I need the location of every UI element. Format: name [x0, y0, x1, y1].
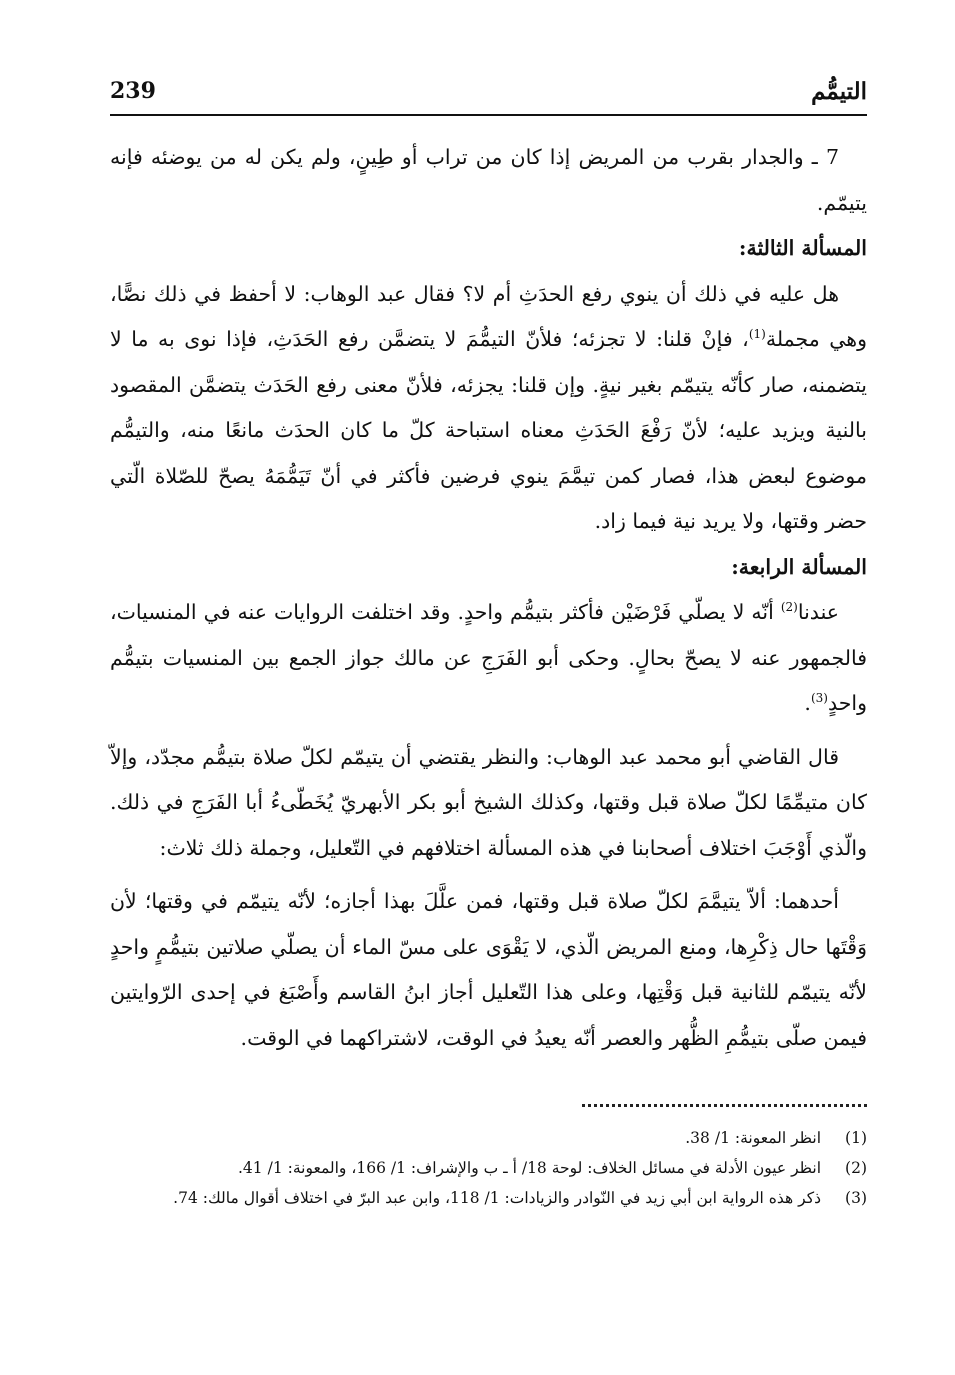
footnote-text: انظر عيون الأدلة في مسائل الخلاف: لوحة 18/ أ ـ ب والإشراف: 1/ 166، والمعونة: 1/ 41.: [237, 1159, 821, 1177]
header-rule: [110, 114, 867, 116]
paragraph-fourth-issue: [110, 590, 867, 727]
running-title: التيمُّم: [811, 78, 867, 105]
paragraph-text: هل عليه في ذلك أن ينوي رفع الحدَثِ أم لا؟ فقال عبد الوهاب: لا أحفظ في ذلك نصًّا، وهي مجملة: [110, 281, 868, 351]
footnote-item: [110, 1155, 867, 1181]
paragraph-text: أنّه لا يصلّي فَرْضَيْن فأكثر بتيمُّم واحدٍ. وقد اختلفت الروايات عنه في المنسيات، فالجمهور عنه لا يصحّ بحالٍ. وحكى أبو الفَرَجِ عن مالك جواز الجمع بين المنسيات بتيمُّم واحدٍ: [110, 600, 867, 715]
footnote-ref-1[interactable]: (1): [748, 327, 766, 342]
paragraph-item-7: 7 ـ والجدار بقرب من المريض إذا كان من تراب أو طِينٍ، ولم يكن له من يوضئه فإنه يتيمّم.: [110, 145, 867, 215]
main-text: [110, 135, 867, 1061]
heading-third-issue: المسألة الثالثة:: [738, 236, 867, 260]
footnote-ref-3[interactable]: (3): [810, 691, 828, 706]
paragraph-gap: [110, 871, 867, 879]
footnote-number: (1): [845, 1129, 867, 1147]
footnote-ref-2[interactable]: (2): [780, 600, 798, 615]
heading-fourth-issue: المسألة الرابعة:: [731, 554, 867, 579]
footnote-number: (3): [845, 1189, 867, 1207]
footnote-item: [110, 1185, 867, 1211]
paragraph-third-issue: [110, 272, 867, 545]
footnote-text: انظر المعونة: 1/ 38.: [685, 1129, 821, 1147]
footnote-item: [110, 1125, 867, 1151]
paragraph-first-reason: أحدهما: ألاّ يتيمَّمَ لكلّ صلاة قبل وقتها، فمن علَّلَ بهذا أجازه؛ لأنّه يتيمّم في وقتها؛ لأن وَقْتَها حال ذِكْرِها، ومنع المريض الّذي، لا يَقْوَى على مسّ الماء أن يصلّي صلاتين بتيمُّمٍ واحدٍ لأنّه يتيمّم للثانية قبل وَقْتِها، وعلى هذا التّعليل أجاز ابنُ القاسم وأَصْبَغ في إحدى الرّوايتين فيمن صلّى بتيمُّمِ الظُّهر والعصر أنّه يعيدُ في الوقت، لاشتراكهما في الوقت.: [110, 889, 867, 1050]
footnotes: [110, 1125, 867, 1215]
paragraph-gap: [110, 727, 867, 735]
page-header: [110, 78, 867, 118]
paragraph-text: .: [804, 691, 811, 715]
page-number: 239: [110, 78, 156, 104]
footnote-number: (2): [845, 1159, 867, 1177]
paragraph-text: ، فإنْ قلنا: لا تجزئه؛ فلأنّ التيمُّمَ لا يتضمَّن رفع الحَدَثِ، فإذا نوى به ما لا يتضمنه، صار كأنّه يتيمّم بغير نيةٍ. وإن قلنا: يجزئه، فلأنّ معنى رفع الحَدَث يتضمَّن المقصود بالنية ويزيد عليه؛ لأنّ رَفْعَ الحَدَثِ معناه استباحة كلّ ما كان الحدَث مانعًا منه، والتيمُّم موضوع لبعض هذا، فصار كمن تيمَّمَ ينوي فرضين فأكثر في أنّ تَيَمُّمَهُ يصحّ للصّلاة الّتي حضر وقتها، ولا يريد نية فيما زاد.: [110, 327, 867, 533]
paragraph-qadi-opinion: قال القاضي أبو محمد عبد الوهاب: والنظر يقتضي أن يتيمّم لكلّ صلاة بتيمُّم مجدّد، وإلاّ كان متيمِّمًا لكلّ صلاة قبل وقتها، وكذلك الشيخ أبو بكر الأبهريّ يُخَطّىءُ أبا الفَرَجِ في ذلك. والّذي أَوْجَبَ اختلاف أصحابنا في هذه المسألة اختلافهم في التّعليل، وجملة ذلك ثلاث:: [110, 744, 867, 860]
footnote-separator: [582, 1104, 867, 1107]
footnote-text: ذكر هذه الرواية ابن أبي زيد في النّوادر والزيادات: 1/ 118، وابن عبد البرّ في اختلاف أقوال مالك: 74.: [173, 1189, 821, 1207]
paragraph-text: عندنا: [797, 600, 839, 624]
